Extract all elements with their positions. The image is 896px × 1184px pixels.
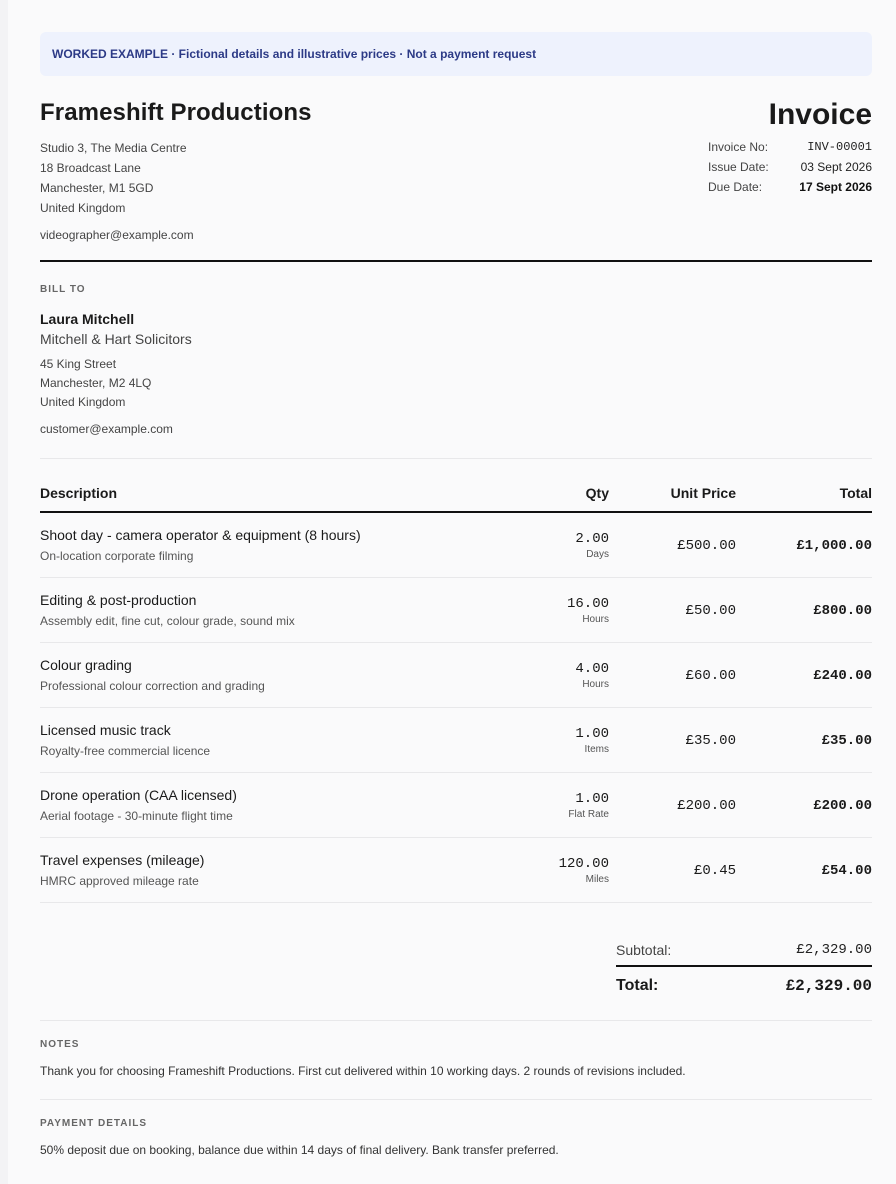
item-qty: 2.00 bbox=[575, 530, 609, 547]
item-unit-price: £500.00 bbox=[677, 538, 736, 554]
payment-details-text: 50% deposit due on booking, balance due within 14 days of final delivery. Bank transfer preferred. bbox=[40, 1143, 559, 1157]
invoice-number-label: Invoice No: bbox=[708, 140, 769, 154]
total-label: Total: bbox=[616, 977, 659, 994]
item-title: Colour grading bbox=[40, 657, 132, 673]
company-address-line: Studio 3, The Media Centre bbox=[40, 141, 187, 155]
item-title: Drone operation (CAA licensed) bbox=[40, 787, 237, 803]
item-title: Editing & post-production bbox=[40, 592, 197, 608]
due-date-label: Due Date: bbox=[708, 180, 763, 194]
client-address-line: Manchester, M2 4LQ bbox=[40, 376, 152, 390]
item-unit-price: £50.00 bbox=[685, 603, 736, 619]
client-name: Laura Mitchell bbox=[40, 311, 135, 327]
banner-text: WORKED EXAMPLE · Fictional details and illustrative prices · Not a payment request bbox=[52, 47, 537, 61]
company-email: videographer@example.com bbox=[40, 228, 194, 242]
table-row bbox=[40, 838, 872, 903]
notes-label: NOTES bbox=[40, 1039, 80, 1050]
item-unit-price: £60.00 bbox=[685, 668, 736, 684]
header-unit-price: Unit Price bbox=[609, 475, 736, 512]
item-unit: Hours bbox=[582, 613, 609, 625]
total-row bbox=[616, 967, 872, 1005]
item-unit: Miles bbox=[585, 873, 609, 885]
line-items-table bbox=[40, 475, 872, 903]
invoice-number-value: INV-00001 bbox=[807, 140, 872, 154]
table-row bbox=[40, 578, 872, 643]
issue-date-row bbox=[708, 157, 872, 177]
notes-text: Thank you for choosing Frameshift Productions. First cut delivered within 10 working days. 2 rounds of revisions included. bbox=[40, 1064, 686, 1078]
item-subtitle: Professional colour correction and grading bbox=[40, 679, 265, 693]
bill-to-section bbox=[40, 262, 872, 459]
item-qty: 1.00 bbox=[575, 725, 609, 742]
invoice-header bbox=[40, 98, 872, 262]
item-subtitle: HMRC approved mileage rate bbox=[40, 874, 199, 888]
client-email: customer@example.com bbox=[40, 422, 173, 436]
item-qty: 16.00 bbox=[566, 595, 609, 612]
due-date-row bbox=[708, 177, 872, 197]
client-address-line: United Kingdom bbox=[40, 395, 126, 409]
item-total: £54.00 bbox=[821, 863, 872, 879]
header-qty: Qty bbox=[489, 475, 609, 512]
subtotal-row bbox=[616, 935, 872, 967]
item-total: £240.00 bbox=[813, 668, 872, 684]
table-header-row bbox=[40, 475, 872, 512]
worked-example-banner bbox=[40, 32, 872, 76]
table-row bbox=[40, 512, 872, 578]
item-subtitle: On-location corporate filming bbox=[40, 549, 194, 563]
invoice-page bbox=[8, 0, 896, 1184]
payment-details-label: PAYMENT DETAILS bbox=[40, 1118, 148, 1129]
item-qty: 4.00 bbox=[575, 660, 609, 677]
issue-date-label: Issue Date: bbox=[708, 160, 769, 174]
totals-section bbox=[616, 903, 872, 1005]
item-unit: Flat Rate bbox=[568, 808, 609, 820]
client-company: Mitchell & Hart Solicitors bbox=[40, 331, 192, 347]
item-title: Travel expenses (mileage) bbox=[40, 852, 205, 868]
item-unit-price: £0.45 bbox=[693, 863, 736, 879]
table-row bbox=[40, 773, 872, 838]
header-description: Description bbox=[40, 475, 489, 512]
header-total: Total bbox=[736, 475, 872, 512]
client-address-line: 45 King Street bbox=[40, 357, 117, 371]
invoice-number-row bbox=[708, 137, 872, 157]
invoice-title: Invoice bbox=[768, 98, 872, 131]
invoice-meta bbox=[708, 137, 872, 197]
company-address-line: Manchester, M1 5GD bbox=[40, 181, 154, 195]
table-row bbox=[40, 708, 872, 773]
item-total: £35.00 bbox=[821, 733, 872, 749]
item-total: £200.00 bbox=[813, 798, 872, 814]
subtotal-label: Subtotal: bbox=[616, 942, 672, 958]
item-title: Licensed music track bbox=[40, 722, 171, 738]
item-unit-price: £35.00 bbox=[685, 733, 736, 749]
item-total: £1,000.00 bbox=[796, 538, 872, 554]
item-unit: Days bbox=[586, 548, 609, 560]
item-total: £800.00 bbox=[813, 603, 872, 619]
item-qty: 120.00 bbox=[558, 855, 609, 872]
item-unit: Items bbox=[584, 743, 609, 755]
client-address bbox=[40, 355, 872, 412]
subtotal-value: £2,329.00 bbox=[796, 942, 872, 958]
payment-details-section bbox=[40, 1100, 872, 1158]
company-address-line: 18 Broadcast Lane bbox=[40, 161, 141, 175]
item-subtitle: Aerial footage - 30-minute flight time bbox=[40, 809, 233, 823]
item-subtitle: Royalty-free commercial licence bbox=[40, 744, 211, 758]
item-subtitle: Assembly edit, fine cut, colour grade, sound mix bbox=[40, 614, 295, 628]
bill-to-label: BILL TO bbox=[40, 284, 86, 295]
company-address-line: United Kingdom bbox=[40, 201, 126, 215]
item-qty: 1.00 bbox=[575, 790, 609, 807]
notes-section bbox=[40, 1020, 872, 1100]
due-date-value: 17 Sept 2026 bbox=[799, 180, 872, 194]
total-value: £2,329.00 bbox=[785, 977, 872, 995]
item-unit: Hours bbox=[582, 678, 609, 690]
company-name: Frameshift Productions bbox=[40, 99, 312, 126]
issue-date-value: 03 Sept 2026 bbox=[800, 160, 872, 174]
item-title: Shoot day - camera operator & equipment (8 hours) bbox=[40, 527, 361, 543]
item-unit-price: £200.00 bbox=[677, 798, 736, 814]
table-row bbox=[40, 643, 872, 708]
